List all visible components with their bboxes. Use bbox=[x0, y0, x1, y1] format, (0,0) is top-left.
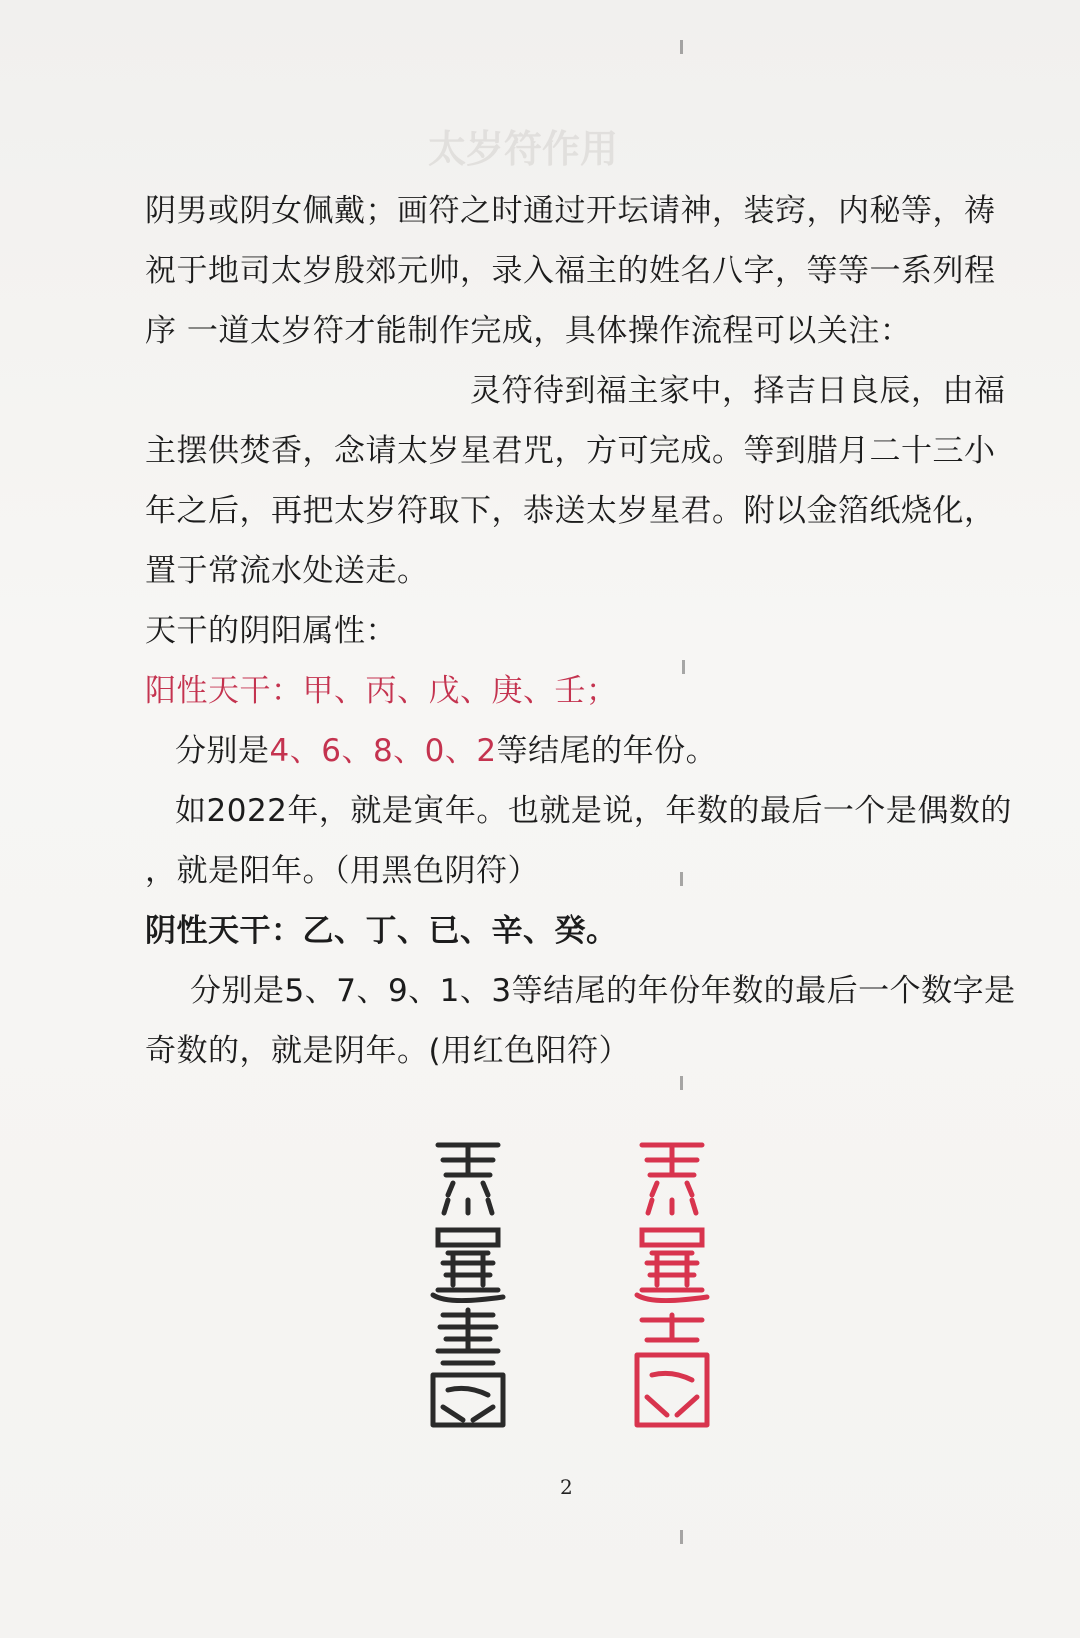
paragraph1-line3: 序 一道太岁符才能制作完成，具体操作流程可以关注： bbox=[145, 313, 912, 349]
paragraph2-line1: 灵符待到福主家中，择吉日良辰，由福 bbox=[470, 373, 1006, 409]
yang-years-line bbox=[175, 725, 717, 770]
scan-mark bbox=[680, 1530, 683, 1544]
page-number: 2 bbox=[560, 1475, 573, 1499]
ghost-title: 太岁符作用 bbox=[428, 127, 619, 171]
yang-example-line2: ，就是阳年。（用黑色阴符） bbox=[145, 853, 539, 889]
paragraph1-line2: 祝于地司太岁殷郊元帅，录入福主的姓名八字，等等一系列程 bbox=[145, 253, 996, 289]
black-talisman-seal bbox=[418, 1135, 518, 1435]
scan-mark bbox=[680, 872, 683, 886]
paragraph2-line4: 置于常流水处送走。 bbox=[145, 553, 429, 589]
yang-years-suffix: 等结尾的年份。 bbox=[496, 733, 718, 769]
paragraph2-line3: 年之后，再把太岁符取下，恭送太岁星君。附以金箔纸烧化， bbox=[145, 493, 996, 529]
yang-years-prefix: 分别是 bbox=[175, 733, 270, 769]
yin-years-line2: 奇数的，就是阴年。(用红色阳符） bbox=[145, 1033, 631, 1069]
yin-stems: 阴性天干：乙、丁、已、辛、癸。 bbox=[145, 913, 618, 949]
yang-years-digits: 4、6、8、0、2 bbox=[269, 733, 497, 769]
paragraph1-line1: 阴男或阴女佩戴；画符之时通过开坛请神，装窍，内秘等，祷 bbox=[145, 193, 996, 229]
scan-mark bbox=[680, 1076, 683, 1090]
scan-mark bbox=[682, 660, 685, 674]
scan-mark bbox=[680, 40, 683, 54]
paragraph2-line2: 主摆供焚香，念请太岁星君咒，方可完成。等到腊月二十三小 bbox=[145, 433, 996, 469]
yang-stems: 阳性天干：甲、丙、戊、庚、壬； bbox=[145, 673, 618, 709]
yin-years-line1: 分别是5、7、9、1、3等结尾的年份年数的最后一个数字是 bbox=[190, 973, 1016, 1009]
stems-heading: 天干的阴阳属性： bbox=[145, 613, 397, 649]
red-talisman-seal bbox=[622, 1135, 722, 1435]
yang-example-line1: 如2022年，就是寅年。也就是说，年数的最后一个是偶数的 bbox=[175, 793, 1012, 829]
